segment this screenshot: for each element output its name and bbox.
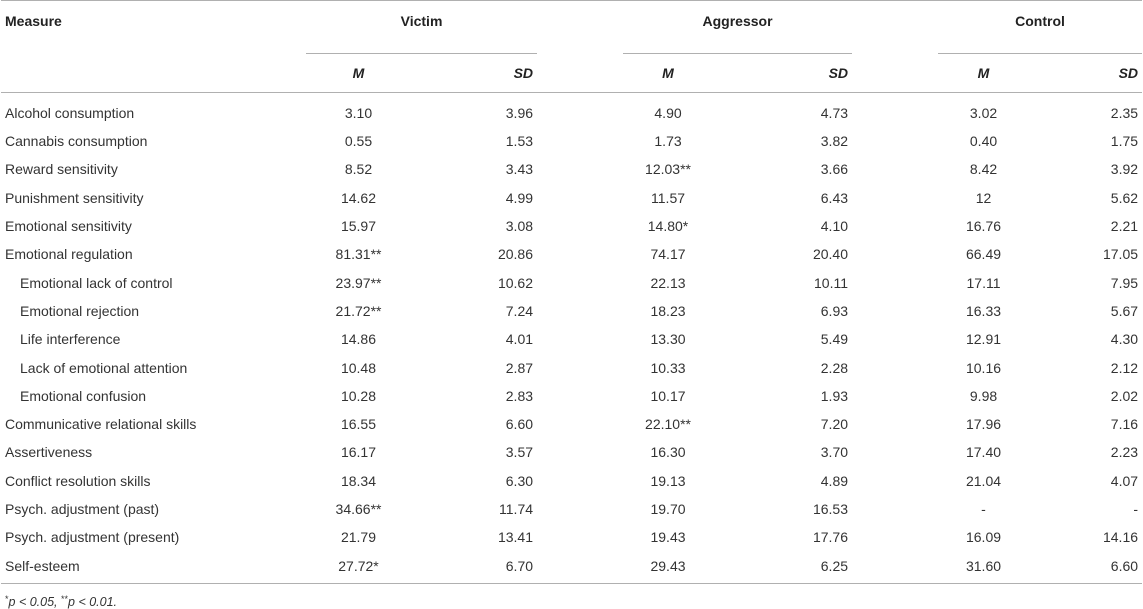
victim-m-cell: 16.55	[340, 416, 377, 433]
control-m-cell: 12	[975, 189, 992, 206]
control-sd-cell: 7.16	[1110, 416, 1139, 433]
aggressor-sd-cell: 4.73	[820, 104, 849, 121]
gap-cell	[852, 438, 938, 466]
control-sd-cell: 2.12	[1110, 359, 1139, 376]
control-m-cell: 17.40	[965, 444, 1002, 461]
control-m-cell: 0.40	[969, 133, 998, 150]
aggressor-m-cell: 29.43	[623, 551, 713, 583]
victim-sd-cell: 2.87	[505, 359, 534, 376]
gap-cell	[537, 268, 623, 296]
statistics-table	[1, 0, 1142, 584]
group-header-aggressor	[623, 1, 852, 55]
gap-cell	[852, 523, 938, 551]
gap-cell	[537, 54, 623, 93]
aggressor-m-cell: 14.80*	[647, 218, 689, 235]
control-sd-cell: 6.60	[1029, 551, 1142, 583]
control-sd-cell: -	[1133, 501, 1139, 517]
victim-sd-cell: 7.24	[505, 302, 534, 319]
control-sd-cell: 2.21	[1110, 218, 1139, 235]
control-m-cell: 31.60	[938, 551, 1029, 583]
gap-cell	[852, 268, 938, 296]
gap-cell	[852, 382, 938, 410]
aggressor-m-cell: 12.03**	[645, 161, 691, 178]
control-sd-cell: 3.92	[1110, 161, 1139, 178]
aggressor-sd-cell: 4.10	[820, 218, 849, 235]
row-label: Psych. adjustment (past)	[5, 501, 160, 517]
row-label: Lack of emotional attention	[20, 359, 188, 376]
victim-sd-cell: 20.86	[497, 246, 534, 263]
gap-cell	[852, 184, 938, 212]
gap-cell	[537, 353, 623, 381]
aggressor-sd-cell: 4.89	[820, 472, 849, 489]
sub-header-row	[1, 54, 1142, 93]
aggressor-sd-cell: 3.66	[820, 161, 849, 178]
victim-sd-cell: 6.30	[505, 472, 534, 489]
row-label: Life interference	[20, 331, 121, 348]
gap-cell	[537, 382, 623, 410]
row-label: Emotional sensitivity	[5, 218, 132, 235]
gap-cell	[537, 155, 623, 183]
table-row	[1, 551, 1142, 583]
gap-cell	[852, 495, 938, 523]
victim-m-cell: 21.79	[340, 529, 377, 546]
row-label: Conflict resolution skills	[5, 472, 151, 489]
group-header-control	[938, 1, 1142, 55]
victim-sd-cell: 13.41	[497, 529, 534, 546]
table-row	[1, 382, 1142, 410]
footnote-mark-2: **	[61, 593, 69, 604]
table-row	[1, 268, 1142, 296]
aggressor-m-cell: 11.57	[651, 189, 686, 206]
aggressor-sd-cell: 7.20	[820, 416, 849, 433]
gap-cell	[537, 551, 623, 583]
row-label: Alcohol consumption	[5, 104, 135, 121]
gap-cell	[537, 467, 623, 495]
aggressor-m-cell: 19.43	[650, 529, 686, 546]
row-label: Emotional rejection	[20, 302, 140, 319]
control-sd-cell: 2.02	[1110, 387, 1139, 404]
gap-cell	[852, 212, 938, 240]
victim-m-cell: 21.72**	[335, 302, 382, 319]
gap-cell	[852, 467, 938, 495]
group-header-row	[1, 1, 1142, 55]
aggressor-sd-header: SD	[713, 54, 852, 93]
table-row	[1, 353, 1142, 381]
gap-cell	[537, 93, 623, 128]
gap-cell	[852, 410, 938, 438]
table-row	[1, 184, 1142, 212]
table-row	[1, 127, 1142, 155]
victim-m-cell: 14.62	[340, 189, 377, 206]
row-label: Emotional regulation	[5, 246, 133, 263]
victim-m-cell: 10.28	[340, 387, 377, 404]
control-m-cell: 17.96	[965, 416, 1002, 433]
gap-cell	[852, 551, 938, 583]
aggressor-m-cell: 74.17	[650, 246, 686, 263]
victim-m-cell: 15.97	[340, 218, 377, 235]
aggressor-m-cell: 16.30	[650, 444, 686, 461]
footnote-mark-1: *	[5, 593, 9, 604]
aggressor-m-cell: 19.70	[650, 501, 686, 517]
victim-m-cell: 34.66**	[335, 501, 382, 517]
control-m-cell: 16.33	[965, 302, 1002, 319]
table-row	[1, 240, 1142, 268]
control-m-cell: 3.02	[969, 104, 998, 121]
victim-sd-cell: 11.74	[499, 501, 534, 517]
control-m-cell: 16.76	[965, 218, 1002, 235]
control-m-cell: 21.04	[965, 472, 1002, 489]
victim-sd-cell: 6.60	[505, 416, 534, 433]
table-row	[1, 93, 1142, 128]
aggressor-sd-cell: 3.82	[820, 133, 849, 150]
victim-m-cell: 81.31**	[335, 246, 382, 263]
gap-cell	[537, 1, 623, 55]
control-sd-cell: 4.30	[1110, 331, 1139, 348]
aggressor-m-cell: 18.23	[650, 302, 686, 319]
measure-header: Measure	[1, 1, 306, 55]
gap-cell	[537, 523, 623, 551]
control-m-cell: 8.42	[969, 161, 998, 178]
victim-sd-cell: 4.01	[505, 331, 534, 348]
victim-sd-cell: 3.08	[505, 218, 534, 235]
row-label: Psych. adjustment (present)	[5, 529, 180, 546]
aggressor-sd-cell: 6.43	[820, 189, 849, 206]
gap-cell	[852, 240, 938, 268]
table-row	[1, 467, 1142, 495]
control-m-header: M	[938, 54, 1029, 93]
gap-cell	[537, 438, 623, 466]
aggressor-m-cell: 13.30	[650, 331, 686, 348]
control-sd-cell: 2.35	[1110, 104, 1139, 121]
victim-sd-cell: 2.83	[505, 387, 534, 404]
victim-m-cell: 27.72*	[306, 551, 411, 583]
gap-cell	[852, 127, 938, 155]
group-underline-control	[938, 53, 1142, 54]
victim-sd-cell: 3.43	[505, 161, 534, 178]
gap-cell	[537, 410, 623, 438]
group-underline-aggressor	[623, 53, 852, 54]
row-label: Self-esteem	[1, 551, 306, 583]
victim-sd-header: SD	[411, 54, 537, 93]
gap-cell	[852, 54, 938, 93]
control-sd-cell: 5.67	[1110, 302, 1139, 319]
statistics-table-container	[1, 0, 1142, 609]
victim-m-cell: 10.48	[340, 359, 377, 376]
victim-m-header: M	[306, 54, 411, 93]
control-sd-cell: 5.62	[1110, 189, 1139, 206]
table-body	[1, 93, 1142, 584]
significance-footnote	[1, 594, 1142, 609]
aggressor-m-cell: 1.73	[654, 133, 682, 150]
victim-sd-cell: 3.96	[505, 104, 534, 121]
victim-sd-cell: 3.57	[505, 444, 534, 461]
victim-m-cell: 16.17	[340, 444, 377, 461]
control-m-cell: 10.16	[965, 359, 1002, 376]
aggressor-sd-cell: 1.93	[820, 387, 849, 404]
table-row	[1, 523, 1142, 551]
aggressor-m-cell: 22.13	[650, 274, 686, 291]
victim-m-cell: 18.34	[340, 472, 377, 489]
group-label-victim: Victim	[400, 13, 443, 29]
victim-sd-cell: 1.53	[505, 133, 534, 150]
control-sd-cell: 4.07	[1110, 472, 1139, 489]
control-sd-header: SD	[1029, 54, 1142, 93]
table-row	[1, 212, 1142, 240]
row-label: Punishment sensitivity	[5, 189, 144, 206]
gap-cell	[852, 353, 938, 381]
row-label: Communicative relational skills	[5, 416, 197, 433]
aggressor-sd-cell: 6.25	[713, 551, 852, 583]
aggressor-m-header: M	[623, 54, 713, 93]
control-m-cell: 16.09	[965, 529, 1002, 546]
aggressor-m-cell: 22.10**	[645, 416, 691, 433]
control-m-cell: 17.11	[966, 274, 1001, 291]
gap-cell	[537, 127, 623, 155]
control-sd-cell: 7.95	[1110, 274, 1139, 291]
row-label: Reward sensitivity	[5, 161, 118, 178]
victim-sd-cell: 4.99	[505, 189, 534, 206]
control-m-cell: 9.98	[969, 387, 998, 404]
gap-cell	[537, 325, 623, 353]
table-row	[1, 438, 1142, 466]
control-sd-cell: 2.23	[1110, 444, 1139, 461]
control-m-cell: 66.49	[965, 246, 1002, 263]
group-header-victim	[306, 1, 537, 55]
aggressor-sd-cell: 5.49	[820, 331, 849, 348]
aggressor-m-cell: 10.17	[650, 387, 686, 404]
control-sd-cell: 17.05	[1102, 246, 1139, 263]
table-row	[1, 495, 1142, 523]
control-m-cell: -	[981, 501, 986, 517]
row-label: Emotional confusion	[20, 387, 147, 404]
aggressor-m-cell: 19.13	[650, 472, 686, 489]
group-underline-victim	[306, 53, 537, 54]
control-sd-cell: 1.75	[1110, 133, 1139, 150]
gap-cell	[537, 212, 623, 240]
gap-cell	[537, 297, 623, 325]
group-label-aggressor: Aggressor	[702, 13, 773, 29]
victim-m-cell: 0.55	[344, 133, 373, 150]
gap-cell	[852, 297, 938, 325]
aggressor-sd-cell: 20.40	[812, 246, 849, 263]
gap-cell	[852, 325, 938, 353]
victim-m-cell: 14.86	[340, 331, 377, 348]
victim-m-cell: 23.97**	[335, 274, 382, 291]
control-m-cell: 12.91	[965, 331, 1002, 348]
aggressor-sd-cell: 2.28	[820, 359, 849, 376]
group-label-control: Control	[1015, 13, 1065, 29]
table-row	[1, 297, 1142, 325]
table-row	[1, 410, 1142, 438]
aggressor-sd-cell: 16.53	[812, 501, 849, 517]
gap-cell	[537, 240, 623, 268]
gap-cell	[852, 93, 938, 128]
gap-cell	[852, 1, 938, 55]
row-label: Cannabis consumption	[5, 133, 148, 150]
table-row	[1, 325, 1142, 353]
row-label: Emotional lack of control	[20, 274, 173, 291]
footnote-text-2: p < 0.01.	[68, 594, 118, 609]
aggressor-sd-cell: 3.70	[820, 444, 849, 461]
victim-m-cell: 8.52	[344, 161, 373, 178]
gap-cell	[852, 155, 938, 183]
gap-cell	[537, 184, 623, 212]
aggressor-m-cell: 10.33	[650, 359, 686, 376]
aggressor-sd-cell: 6.93	[820, 302, 849, 319]
aggressor-m-cell: 4.90	[654, 104, 682, 121]
footnote-text-1: p < 0.05,	[8, 594, 61, 609]
victim-sd-cell: 6.70	[411, 551, 537, 583]
sub-header-empty	[1, 54, 306, 93]
control-sd-cell: 14.16	[1102, 529, 1139, 546]
row-label: Assertiveness	[5, 444, 93, 461]
victim-m-cell: 3.10	[344, 104, 373, 121]
aggressor-sd-cell: 10.11	[814, 274, 849, 291]
aggressor-sd-cell: 17.76	[812, 529, 849, 546]
gap-cell	[537, 495, 623, 523]
victim-sd-cell: 10.62	[497, 274, 534, 291]
table-row	[1, 155, 1142, 183]
